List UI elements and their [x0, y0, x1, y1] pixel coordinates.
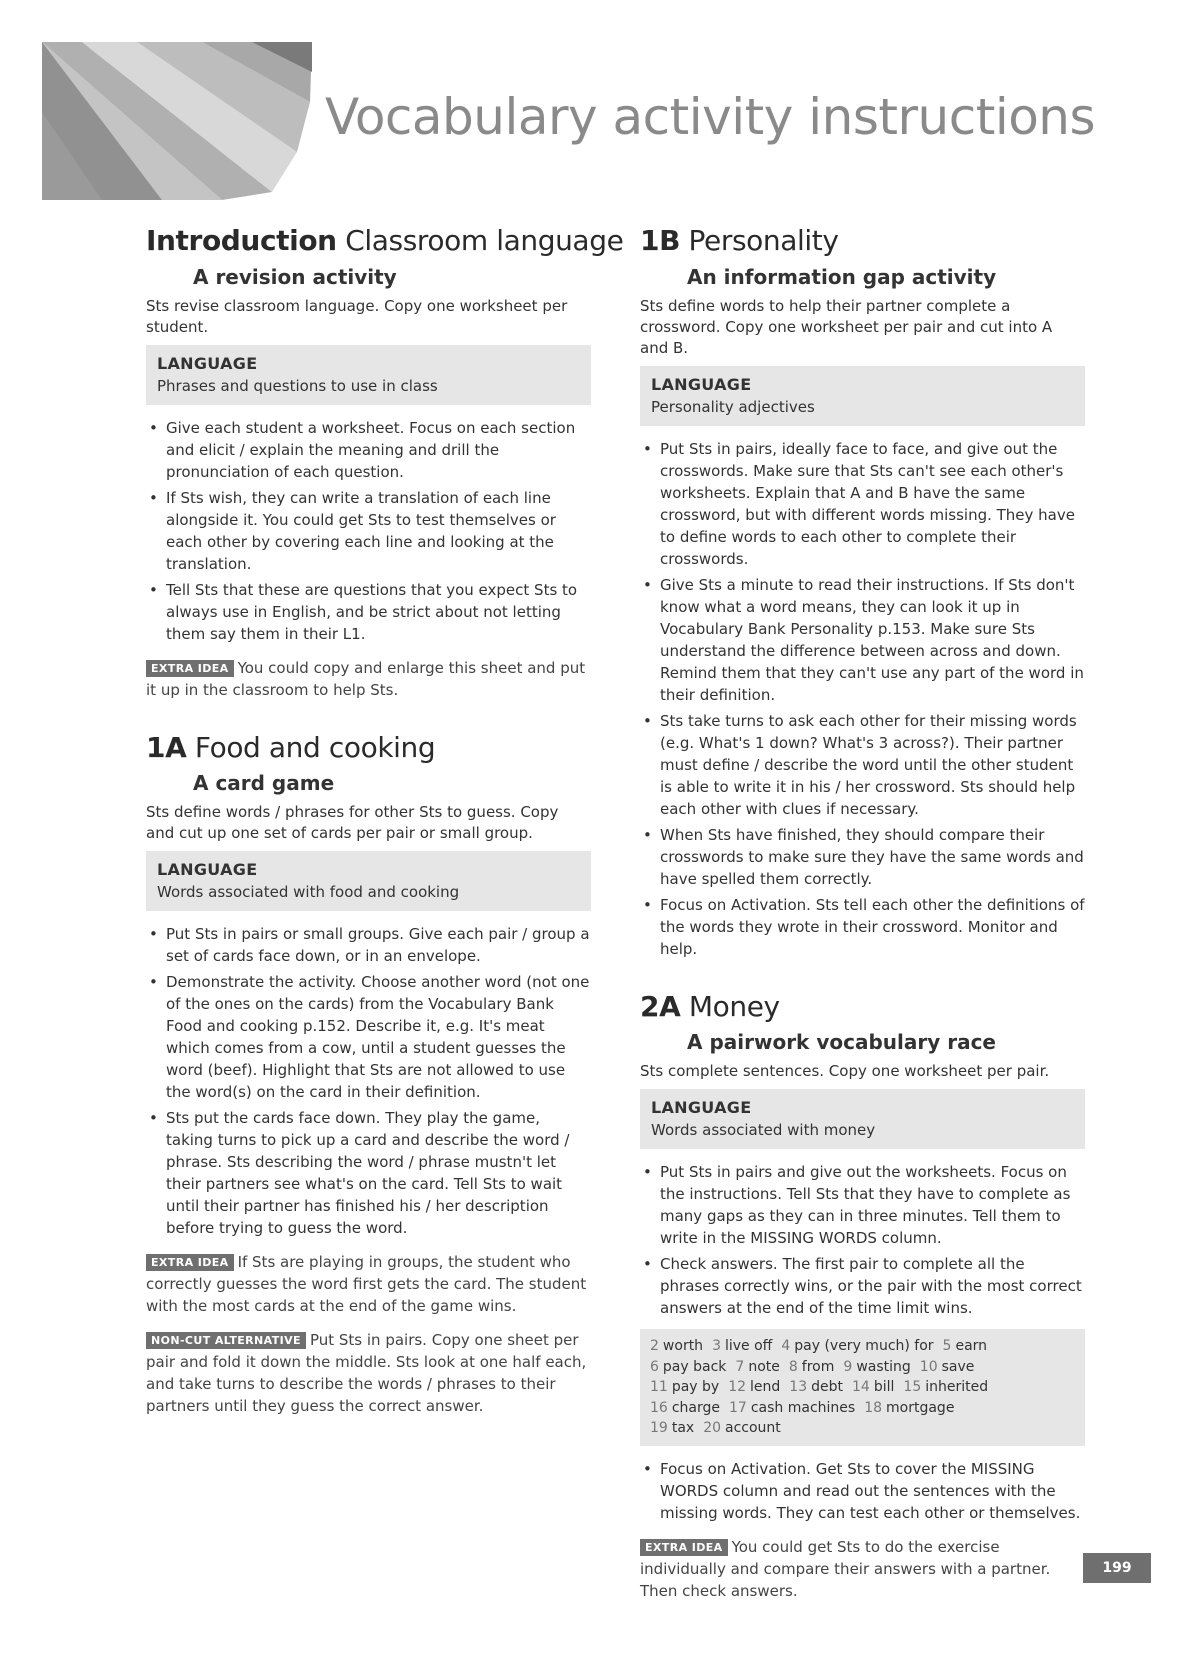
section-heading	[640, 990, 1085, 1024]
section-heading	[146, 731, 591, 765]
instruction-list	[640, 1458, 1085, 1524]
answer-word: bill	[873, 1379, 895, 1396]
answer-word: lend	[750, 1379, 781, 1396]
instruction-list	[640, 1161, 1085, 1319]
answer-word: mortgage	[886, 1399, 955, 1416]
answer-item	[789, 1357, 835, 1378]
extra-idea	[146, 1251, 591, 1317]
answer-number: 17	[729, 1399, 747, 1416]
section-heading	[146, 224, 624, 258]
answer-item	[864, 1398, 954, 1419]
instruction-list	[146, 417, 591, 645]
section-summary: Sts define words to help their partner complete a crossword. Copy one worksheet per pair and cut into A and B.	[640, 296, 1053, 357]
answer-number: 18	[864, 1399, 883, 1416]
activity-type: An information gap activity	[687, 264, 997, 289]
section-title: Classroom language	[345, 224, 624, 257]
instruction-item: • Check answers. The first pair to complete all the phrases correctly wins, or the pair with the most correct answers at the end of the time limit wins.	[640, 1253, 1085, 1319]
answer-line	[650, 1398, 1075, 1419]
answer-item	[903, 1377, 988, 1398]
section-heading	[640, 224, 1085, 258]
language-box	[146, 345, 591, 405]
language-desc: Phrases and questions to use in class	[157, 376, 438, 395]
header-fan-graphic	[42, 42, 332, 200]
language-box	[640, 1089, 1085, 1149]
instruction-list	[640, 438, 1085, 960]
activity-type: A card game	[193, 771, 335, 796]
section-title: Food and cooking	[194, 730, 436, 764]
instruction-item: • Focus on Activation. Get Sts to cover the MISSING WORDS column and read out the sentences with the missing words. They can test each other or themselves.	[640, 1458, 1085, 1524]
answer-number: 11	[650, 1379, 668, 1396]
answer-number: 5	[942, 1338, 952, 1355]
section-introduction	[146, 224, 624, 701]
answer-number: 4	[781, 1338, 791, 1355]
section-summary: Sts complete sentences. Copy one worksheet per pair.	[640, 1062, 1050, 1081]
extra-idea-badge: EXTRA IDEA	[146, 1254, 234, 1271]
answer-number: 7	[735, 1358, 745, 1375]
answer-word: account	[725, 1420, 781, 1437]
answer-word: wasting	[856, 1358, 911, 1375]
answer-line	[650, 1418, 1075, 1439]
answer-item	[703, 1418, 781, 1439]
section-1a	[146, 731, 591, 1418]
left-column	[146, 224, 624, 1447]
section-code: 1B	[640, 224, 681, 257]
instruction-item: • Focus on Activation. Sts tell each other the definitions of the words they wrote in their crossword. Monitor and help.	[640, 894, 1085, 960]
section-code: 2A	[640, 989, 681, 1023]
answer-word: tax	[671, 1420, 695, 1437]
answer-number: 6	[650, 1358, 659, 1375]
language-desc: Words associated with food and cooking	[157, 883, 460, 902]
language-title: LANGUAGE	[651, 374, 752, 394]
answer-item	[650, 1377, 719, 1398]
answer-word: pay back	[662, 1358, 727, 1375]
answer-item	[729, 1398, 855, 1419]
answer-item	[728, 1377, 780, 1398]
answer-word: from	[801, 1358, 835, 1375]
answer-word: worth	[662, 1338, 704, 1355]
section-summary: Sts define words / phrases for other Sts to guess. Copy and cut up one set of cards per pair or small group.	[146, 803, 559, 843]
answer-number: 15	[903, 1379, 922, 1396]
answer-item	[843, 1357, 910, 1378]
instruction-item: • Put Sts in pairs and give out the worksheets. Focus on the instructions. Tell Sts that they have to complete as many gaps as they can in three minutes. Tell them to write in the MISSING WORDS column.	[640, 1161, 1085, 1249]
answer-item	[781, 1336, 933, 1357]
answer-word: pay (very much) for	[794, 1338, 934, 1355]
instruction-item: • Give each student a worksheet. Focus on each section and elicit / explain the meaning and drill the pronunciation of each question.	[146, 417, 591, 483]
section-code: 1A	[146, 730, 187, 764]
answer-line	[650, 1336, 1075, 1357]
answer-key-box	[640, 1329, 1085, 1446]
page-number: 199	[1083, 1553, 1151, 1583]
non-cut-alternative-badge: NON-CUT ALTERNATIVE	[146, 1332, 306, 1349]
answer-line	[650, 1357, 1075, 1378]
language-desc: Personality adjectives	[651, 397, 815, 416]
extra-idea-text: You could copy and enlarge this sheet and put it up in the classroom to help Sts.	[146, 658, 586, 699]
answer-line	[650, 1377, 1075, 1398]
extra-idea-badge: EXTRA IDEA	[146, 660, 234, 677]
answer-item	[650, 1357, 726, 1378]
instruction-item: • When Sts have finished, they should compare their crosswords to make sure they have the same words and have spelled them correctly.	[640, 824, 1085, 890]
answer-number: 20	[703, 1420, 722, 1437]
answer-number: 9	[843, 1358, 853, 1375]
answer-number: 19	[650, 1420, 668, 1437]
instruction-item: • Give Sts a minute to read their instructions. If Sts don't know what a word means, they can look it up in Vocabulary Bank Personality p.153. Make sure Sts understand the difference between across and down. Remind them that they can't use any part of the word in their definition.	[640, 574, 1085, 706]
answer-number: 2	[650, 1338, 659, 1355]
answer-word: charge	[671, 1399, 720, 1416]
answer-number: 3	[712, 1338, 721, 1355]
activity-type: A revision activity	[193, 264, 397, 289]
instruction-item: • Tell Sts that these are questions that you expect Sts to always use in English, and be strict about not letting them say them in their L1.	[146, 579, 591, 645]
extra-idea	[146, 657, 591, 701]
non-cut-alternative	[146, 1329, 591, 1417]
instruction-item: • If Sts wish, they can write a translation of each line alongside it. You could get Sts to test themselves or each other by covering each line and looking at the translation.	[146, 487, 591, 575]
answer-item	[735, 1357, 779, 1378]
instruction-list	[146, 923, 591, 1239]
section-2a	[640, 990, 1085, 1602]
instruction-item: • Put Sts in pairs or small groups. Give each pair / group a set of cards face down, or in an envelope.	[146, 923, 591, 967]
language-desc: Words associated with money	[651, 1121, 876, 1140]
answer-item	[650, 1418, 694, 1439]
extra-idea-text: You could get Sts to do the exercise individually and compare their answers with a partner. Then check answers.	[640, 1537, 1051, 1600]
language-title: LANGUAGE	[157, 353, 258, 373]
section-1b	[640, 224, 1085, 960]
instruction-item: • Sts take turns to ask each other for their missing words (e.g. What's 1 down? What's 3 across?). Their partner must define / describe the word until the other student is able to write it in his / her crossword. Sts should help each other with clues if necessary.	[640, 710, 1085, 820]
section-code: Introduction	[146, 224, 337, 257]
answer-number: 13	[789, 1379, 808, 1396]
section-title: Money	[688, 989, 780, 1023]
non-cut-alternative-text: Put Sts in pairs. Copy one sheet per pair and fold it down the middle. Sts look at one half each, and take turns to describe the words / phrases to their partners until they guess the correct answer.	[146, 1331, 587, 1416]
answer-item	[712, 1336, 772, 1357]
answer-number: 8	[788, 1358, 798, 1375]
extra-idea	[640, 1536, 1085, 1602]
answer-item	[650, 1336, 703, 1357]
section-summary: Sts revise classroom language. Copy one worksheet per student.	[146, 296, 568, 336]
page-title: Vocabulary activity instructions	[325, 88, 1096, 146]
instruction-item: • Put Sts in pairs, ideally face to face, and give out the crosswords. Make sure that Sts can't see each other's worksheets. Explain that A and B have the same crossword, but with different words missing. They have to define words to each other to complete their crosswords.	[640, 438, 1085, 570]
answer-word: earn	[955, 1338, 988, 1355]
activity-type: A pairwork vocabulary race	[687, 1030, 996, 1055]
language-box	[146, 851, 591, 911]
language-title: LANGUAGE	[157, 860, 258, 880]
answer-number: 14	[852, 1379, 870, 1396]
answer-word: note	[748, 1358, 780, 1375]
answer-word: save	[941, 1358, 975, 1375]
extra-idea-text: If Sts are playing in groups, the student who correctly guesses the word first gets the card. The student with the most cards at the end of the game wins.	[146, 1253, 587, 1316]
language-title: LANGUAGE	[651, 1098, 752, 1118]
answer-item	[852, 1377, 894, 1398]
language-box	[640, 366, 1085, 426]
answer-item	[650, 1398, 720, 1419]
answer-item	[920, 1357, 975, 1378]
answer-number: 12	[728, 1379, 747, 1396]
extra-idea-badge: EXTRA IDEA	[640, 1539, 728, 1556]
right-column	[640, 224, 1085, 1632]
answer-item	[789, 1377, 843, 1398]
instruction-item: • Demonstrate the activity. Choose another word (not one of the ones on the cards) from the Vocabulary Bank Food and cooking p.152. Describe it, e.g. It's meat which comes from a cow, until a student guesses the word (beef). Highlight that Sts are not allowed to use the word(s) on the card in their definition.	[146, 971, 591, 1103]
answer-word: live off	[724, 1338, 773, 1355]
answer-number: 16	[650, 1399, 668, 1416]
answer-item	[943, 1336, 988, 1357]
instruction-item: • Sts put the cards face down. They play the game, taking turns to pick up a card and describe the word / phrase. Sts describing the word / phrase mustn't let their partners see what's on the card. Tell Sts to wait until their partner has finished his / her description before trying to guess the word.	[146, 1107, 591, 1239]
answer-word: cash machines	[750, 1399, 856, 1416]
answer-word: debt	[811, 1379, 844, 1396]
answer-word: inherited	[925, 1379, 989, 1396]
answer-number: 10	[919, 1358, 938, 1375]
section-title: Personality	[688, 224, 839, 257]
answer-word: pay by	[671, 1379, 720, 1396]
